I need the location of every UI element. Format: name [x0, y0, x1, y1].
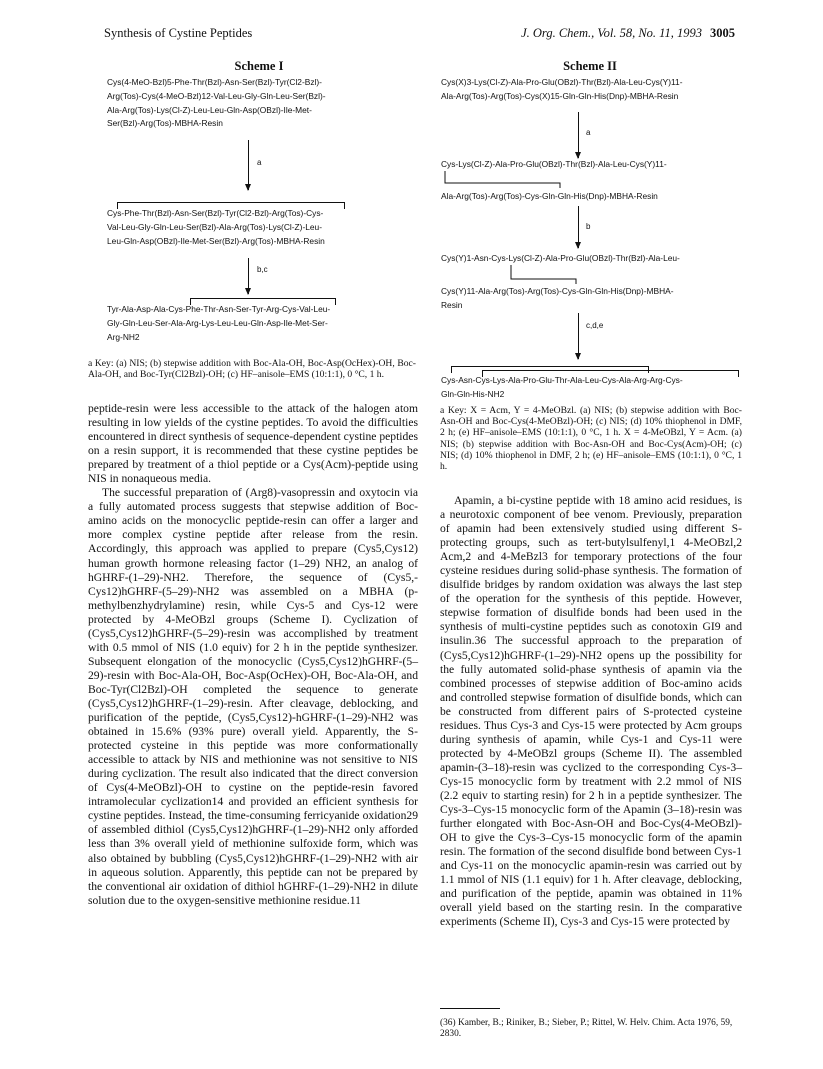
sequence-line: Arg(Tos)-Cys(4-MeO-Bzl)12-Val-Leu-Gly-Gln-Leu-Ser(Bzl)-: [107, 90, 326, 101]
disulfide-bridge-line: [510, 265, 580, 285]
right-column-text: [440, 494, 742, 929]
scheme-2-monocyclic-resin-cont: [441, 190, 658, 204]
scheme-2-title: Scheme II: [563, 59, 617, 73]
sequence-line: Cys(Y)11-Ala-Arg(Tos)-Arg(Tos)-Cys-Gln-Gln-His(Dnp)-MBHA-: [441, 286, 674, 296]
page-number: 3005: [710, 26, 735, 40]
sequence-line: Cys(4-MeO-Bzl)5-Phe-Thr(Bzl)-Asn-Ser(Bzl)-Tyr(Cl2-Bzl)-: [107, 77, 322, 87]
scheme-1-key: a Key: (a) NIS; (b) stepwise addition with Boc-Ala-OH, Boc-Asp(OcHex)-OH, Boc-Ala-OH, and Boc-Tyr(Cl2Bzl)-OH; (c) HF–anisole–EMS (10:1:1), 0 °C, 1 h.: [88, 358, 416, 381]
sequence-line: Gly-Gln-Leu-Ser-Ala-Arg-Lys-Leu-Leu-Gln-Asp-Ile-Met-Ser-: [107, 317, 328, 328]
scheme-1-start-sequence: [107, 76, 326, 131]
reaction-arrow: [248, 140, 249, 190]
reaction-arrow: [248, 258, 249, 294]
sequence-line: Gln-Gln-His-NH2: [441, 388, 505, 399]
reaction-step-label: a: [257, 158, 262, 167]
scheme-1-final-product: [107, 303, 330, 344]
running-header-right: [521, 26, 735, 41]
disulfide-bridge-line: [444, 171, 564, 189]
sequence-line: Ala-Arg(Tos)-Lys(Cl-Z)-Leu-Leu-Gln-Asp(OBzl)-Ile-Met-: [107, 104, 312, 115]
sequence-line: Ala-Arg(Tos)-Arg(Tos)-Cys(X)15-Gln-Gln-His(Dnp)-MBHA-Resin: [441, 90, 679, 101]
scheme-2-elongated-resin-cont: [441, 285, 674, 313]
footnote-rule: [440, 1008, 500, 1009]
reaction-step-label: c,d,e: [586, 321, 604, 330]
left-column-text: [88, 402, 418, 908]
sequence-line: Resin: [441, 299, 463, 310]
scheme-1-title: Scheme I: [234, 59, 284, 73]
reaction-step-label: b: [586, 222, 591, 231]
running-header-left: Synthesis of Cystine Peptides: [104, 26, 253, 40]
scheme-2-start-sequence: [441, 76, 683, 104]
reaction-step-label: a: [586, 128, 591, 137]
sequence-line: Ser(Bzl)-Arg(Tos)-MBHA-Resin: [107, 118, 223, 129]
footnote-36: (36) Kamber, B.; Riniker, B.; Sieber, P.; Rittel, W. Helv. Chim. Acta 1976, 59, 2830.: [440, 1018, 733, 1040]
journal-citation: J. Org. Chem., Vol. 58, No. 11, 1993: [521, 26, 702, 40]
sequence-line: Cys-Asn-Cys-Lys-Ala-Pro-Glu-Thr-Ala-Leu-Cys-Ala-Arg-Arg-Cys-: [441, 375, 683, 385]
sequence-line: Tyr-Ala-Asp-Ala-Cys-Phe-Thr-Asn-Ser-Tyr-Arg-Cys-Val-Leu-: [107, 304, 331, 314]
reaction-step-label: b,c: [257, 265, 268, 274]
sequence-line: Arg-NH2: [107, 331, 140, 342]
sequence-line: Cys(X)3-Lys(Cl-Z)-Ala-Pro-Glu(OBzl)-Thr(Bzl)-Ala-Leu-Cys(Y)11-: [441, 77, 683, 87]
sequence-line: Ala-Arg(Tos)-Arg(Tos)-Cys-Gln-Gln-His(Dnp)-MBHA-Resin: [441, 191, 658, 201]
sequence-line: Cys-Lys(Cl-Z)-Ala-Pro-Glu(OBzl)-Thr(Bzl)-Ala-Leu-Cys(Y)11-: [441, 159, 667, 169]
sequence-line: Val-Leu-Gly-Gln-Leu-Ser(Bzl)-Ala-Arg(Tos)-Lys(Cl-Z)-Leu-: [107, 221, 322, 232]
paragraph: The successful preparation of (Arg8)-vasopressin and oxytocin via a fully automated process suggests that stepwise addition of Boc-amino acids on the monocyclic peptide-resin can offer a larger and more complex cystine peptide after release from the resin. Accordingly, this approach was applied to prepare (Cys5,Cys12) human growth hormone releasing factor (1–29) NH2, an analog of hGHRF-(1–29)-NH2. Therefore, the sequence of (Cys5,-Cys12)hGHRF-(5–29)-NH2 was assembled on a MBHA (p-methylbenzhydrylamine) resin, while Cys-5 and Cys-12 were protected by 4-MeOBzl groups (Scheme I). Cyclization of (Cys5,Cys12)hGHRF-(5–29)-resin was accomplished by treatment with 0.5 mmol of NIS (1.0 equiv) for 2 h in the peptide synthesizer. Subsequent elongation of the monocyclic (Cys5,Cys12)hGHRF-(5–29)-resin with Boc-Ala-OH, Boc-Asp(OcHex)-OH, Boc-Ala-OH, and Boc-Tyr(Cl2Bzl)-OH completed the sequence to generate (Cys5,Cys12)hGHRF-(1–29)-resin. After cleavage, deblocking, and purification of the peptide, (Cys5,Cys12)-hGHRF-(1–29)-NH2 was obtained in 15.6% (93% pure) overall yield. Apparently, the S-protected cysteine in this peptide was more conformationally accessible to attack by NIS and methionine was not sensitive to NIS during cyclization. The result also indicated that the direct conversion of Cys(4-MeOBzl)-OH to cystine on the peptide-resin favored intramolecular cyclization14 and provided an efficient synthesis for cystine peptides. Instead, the time-consuming ferricyanide oxidation29 of assembled dithiol (Cys5,Cys12)hGHRF-(1–29)-NH2 only afforded less than 3% overall yield of methionine sulfoxide form, which was also obtained by bubbling (Cys5,Cys12)hGHRF-(1–29)-NH2 with air in aqueous solution. Apparently, this peptide can not be prepared by the conventional air oxidation of dithiol hGHRF-(1–29)-NH2 in dilute solution due to the oxygen-sensitive methionine residue.11: [88, 486, 418, 907]
sequence-line: Cys(Y)1-Asn-Cys-Lys(Cl-Z)-Ala-Pro-Glu(OBzl)-Thr(Bzl)-Ala-Leu-: [441, 253, 680, 263]
scheme-2-elongated-resin: [441, 252, 680, 266]
reaction-arrow: [578, 206, 579, 248]
scheme-2-monocyclic-resin: [441, 158, 667, 172]
reaction-arrow: [578, 313, 579, 359]
paragraph: peptide-resin were less accessible to the attack of the halogen atom resulting in low yields of the cystine peptides. To avoid the difficulties encountered in direct synthesis of sequence-dependent cystine peptides on a resin support, it is recommended that these cystine peptides be prepared by treatment of a thiol peptide or a Cys(Acm)-peptide using NIS in nonaqueous media.: [88, 402, 418, 486]
sequence-line: Leu-Gln-Asp(OBzl)-Ile-Met-Ser(Bzl)-Arg(Tos)-MBHA-Resin: [107, 235, 325, 246]
scheme-1-cyclized-intermediate: [107, 207, 325, 248]
scheme-2-final-apamin: [441, 374, 683, 402]
reaction-arrow: [578, 112, 579, 158]
paragraph: Apamin, a bi-cystine peptide with 18 amino acid residues, is a neurotoxic component of bee venom. Previously, preparation of apamin had been extensively studied using different S-protecting groups, such as tert-butylsulfenyl,1 4-MeOBzl,2 Acm,2 and 4-MeBzl3 for temporary protections of the four cysteine residues during solid-phase synthesis. The formation of disulfide bridges by random oxidation was always the last step of the operation for the synthesis of this peptide. However, stepwise formation of disulfide bonds had been used in the synthesis of multi-cystine peptides such as conotoxin GI9 and insulin.36 The successful approach to the preparation of (Cys5,Cys12)hGHRF-(1–29)-NH2 opens up the possibility for the fully automated solid-phase synthesis of apamin via the combined processes of stepwise addition of Boc-amino acids and controlled stepwise formation of disulfide bonds, which can be constructed from different pairs of S-protected cysteine residues. Thus Cys-3 and Cys-15 were protected by Acm groups during synthesis of apamin, while Cys-1 and Cys-11 were protected by 4-MeOBzl groups (Scheme II). The assembled apamin-(3–18)-resin was cyclized to the corresponding Cys-3–Cys-15 monocyclic form by treatment with 2.2 mmol of NIS (2.2 equiv to starting resin) for 2 h in a peptide synthesizer. The Cys-3–Cys-15 monocyclic form of the Apamin (3–18)-resin was further elongated with Boc-Asn-OH and Boc-Cys(4-MeOBzl)-OH to give the Cys-3–Cys-15 monocyclic form of the apamin resin. The formation of the second disulfide bond between Cys-1 and Cys-11 on the monocyclic apamin-resin was carried out by 1.1 mmol of NIS (1.1 equiv) for 1 h. After cleavage, deblocking, and purification of the peptide, apamin was obtained in 11% overall yield based on the starting resin. In the comparative experiments (Scheme II), Cys-3 and Cys-15 were protected by: [440, 494, 742, 929]
scheme-2-key: a Key: X = Acm, Y = 4-MeOBzl. (a) NIS; (b) stepwise addition with Boc-Asn-OH and Boc-Cys(4-MeOBzl)-OH; (c) NIS; (d) 10% thiophenol in DMF, 2 h; (e) HF–anisole–EMS (10:1:1), 0 °C, 1 h. X = 4-MeOBzl, Y = Acm. (a) NIS; (b) stepwise addition with Boc-Asn-OH and Boc-Cys(Acm)-OH; (c) NIS; (d) 10% thiophenol in DMF, 2 h; (e) HF–anisole–EMS (10:1:1), 0 °C, 1 h.: [440, 405, 742, 473]
sequence-line: Cys-Phe-Thr(Bzl)-Asn-Ser(Bzl)-Tyr(Cl2-Bzl)-Arg(Tos)-Cys-: [107, 208, 324, 218]
